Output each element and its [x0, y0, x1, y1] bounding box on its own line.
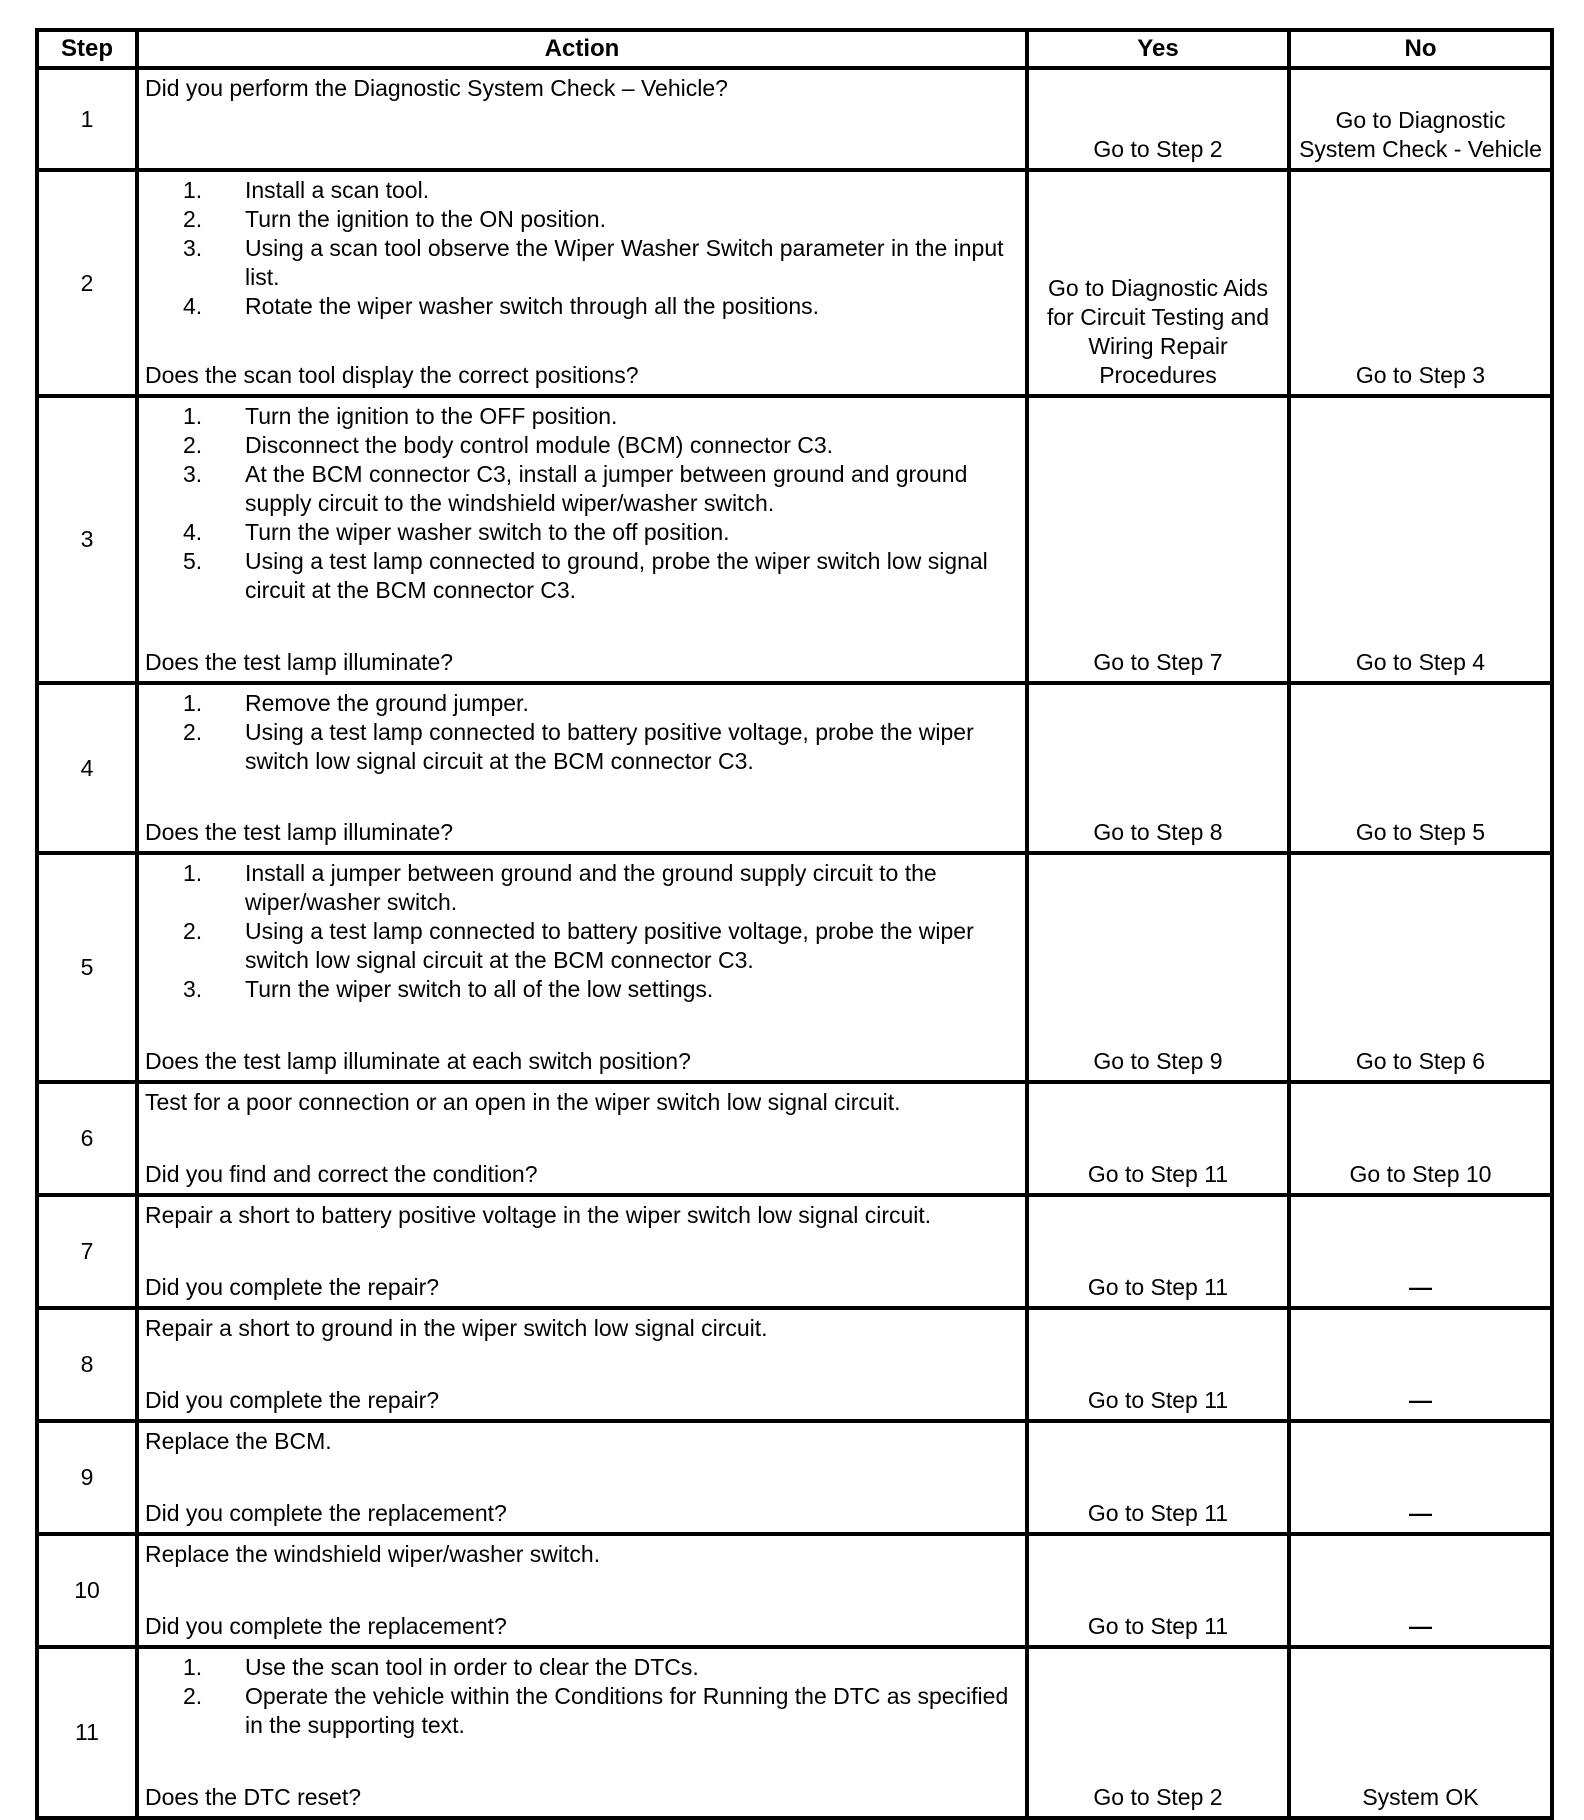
- action-question: Did you complete the repair?: [145, 1274, 440, 1300]
- action-step-item: Use the scan tool in order to clear the DTCs.: [245, 1654, 699, 1680]
- no-outcome: —: [1289, 1308, 1552, 1421]
- action-step-item: Using a test lamp connected to ground, probe the wiper switch low signal circuit at the BCM connector C3.: [245, 548, 988, 603]
- action-text: Test for a poor connection or an open in the wiper switch low signal circuit.: [145, 1089, 901, 1115]
- table-row: [37, 1082, 1552, 1195]
- action-text: Repair a short to battery positive voltage in the wiper switch low signal circuit.: [145, 1202, 932, 1228]
- table-row: [37, 396, 1552, 683]
- table-row: [37, 1534, 1552, 1647]
- step-number: 10: [37, 1534, 137, 1647]
- step-number: 1: [37, 68, 137, 170]
- yes-outcome: Go to Step 11: [1027, 1082, 1289, 1195]
- action-step-item: Install a jumper between ground and the ground supply circuit to the wiper/washer switch.: [245, 860, 937, 915]
- action-cell: [137, 170, 1027, 396]
- action-text: Replace the BCM.: [145, 1428, 332, 1454]
- table-row: [37, 1308, 1552, 1421]
- step-number: 7: [37, 1195, 137, 1308]
- no-outcome: —: [1289, 1195, 1552, 1308]
- table-row: [37, 853, 1552, 1082]
- step-number: 9: [37, 1421, 137, 1534]
- yes-outcome: Go to Step 2: [1027, 68, 1289, 170]
- no-outcome: Go to Step 4: [1289, 396, 1552, 683]
- action-steps: [145, 176, 1017, 321]
- action-step-item: Turn the wiper washer switch to the off position.: [245, 519, 730, 545]
- yes-outcome: Go to Step 11: [1027, 1195, 1289, 1308]
- action-question: Does the test lamp illuminate at each switch position?: [145, 1048, 691, 1074]
- table-row: [37, 1647, 1552, 1818]
- action-question: Does the DTC reset?: [145, 1784, 362, 1810]
- action-cell: [137, 396, 1027, 683]
- action-step-item: At the BCM connector C3, install a jumper between ground and ground supply circuit to the windshield wiper/washer switch.: [245, 461, 968, 516]
- step-number: 2: [37, 170, 137, 396]
- action-step-item: Install a scan tool.: [245, 177, 430, 203]
- diagnostic-table: [35, 28, 1554, 1820]
- step-number: 4: [37, 683, 137, 853]
- action-question: Did you complete the replacement?: [145, 1613, 507, 1639]
- table-row: [37, 683, 1552, 853]
- header-no: No: [1289, 30, 1552, 68]
- action-question: Does the test lamp illuminate?: [145, 649, 454, 675]
- action-step-item: Turn the ignition to the ON position.: [245, 206, 606, 232]
- no-outcome: Go to Step 3: [1289, 170, 1552, 396]
- action-cell: [137, 1647, 1027, 1818]
- action-step-item: Rotate the wiper washer switch through all the positions.: [245, 293, 820, 319]
- table-row: [37, 170, 1552, 396]
- action-cell: [137, 1082, 1027, 1195]
- step-number: 3: [37, 396, 137, 683]
- yes-outcome: Go to Step 11: [1027, 1421, 1289, 1534]
- action-step-item: Operate the vehicle within the Conditions for Running the DTC as specified in the supporting text.: [245, 1683, 1009, 1738]
- no-outcome: Go to Diagnostic System Check - Vehicle: [1289, 68, 1552, 170]
- action-cell: [137, 683, 1027, 853]
- yes-outcome: Go to Step 7: [1027, 396, 1289, 683]
- action-question: Did you complete the repair?: [145, 1387, 440, 1413]
- yes-outcome: Go to Step 11: [1027, 1534, 1289, 1647]
- no-outcome: Go to Step 5: [1289, 683, 1552, 853]
- yes-outcome: Go to Diagnostic Aids for Circuit Testing and Wiring Repair Procedures: [1027, 170, 1289, 396]
- action-cell: [137, 1421, 1027, 1534]
- action-cell: [137, 68, 1027, 170]
- header-step: Step: [37, 30, 137, 68]
- action-text: Did you perform the Diagnostic System Check – Vehicle?: [145, 75, 728, 101]
- action-step-item: Disconnect the body control module (BCM) connector C3.: [245, 432, 834, 458]
- yes-outcome: Go to Step 8: [1027, 683, 1289, 853]
- action-steps: [145, 1653, 1017, 1740]
- action-step-item: Turn the ignition to the OFF position.: [245, 403, 618, 429]
- step-number: 6: [37, 1082, 137, 1195]
- yes-outcome: Go to Step 2: [1027, 1647, 1289, 1818]
- action-step-item: Using a scan tool observe the Wiper Washer Switch parameter in the input list.: [245, 235, 1004, 290]
- header-yes: Yes: [1027, 30, 1289, 68]
- action-question: Did you complete the replacement?: [145, 1500, 507, 1526]
- action-cell: [137, 853, 1027, 1082]
- no-outcome: Go to Step 6: [1289, 853, 1552, 1082]
- action-step-item: Using a test lamp connected to battery positive voltage, probe the wiper switch low signal circuit at the BCM connector C3.: [245, 719, 974, 774]
- header-row: [37, 30, 1552, 68]
- action-steps: [145, 689, 1017, 776]
- action-cell: [137, 1534, 1027, 1647]
- action-step-item: Turn the wiper switch to all of the low settings.: [245, 976, 714, 1002]
- no-outcome: Go to Step 10: [1289, 1082, 1552, 1195]
- step-number: 11: [37, 1647, 137, 1818]
- no-outcome: —: [1289, 1421, 1552, 1534]
- table-row: [37, 1195, 1552, 1308]
- action-question: Does the test lamp illuminate?: [145, 819, 454, 845]
- step-number: 5: [37, 853, 137, 1082]
- action-steps: [145, 859, 1017, 1004]
- no-outcome: System OK: [1289, 1647, 1552, 1818]
- yes-outcome: Go to Step 9: [1027, 853, 1289, 1082]
- action-text: Repair a short to ground in the wiper switch low signal circuit.: [145, 1315, 768, 1341]
- action-text: Replace the windshield wiper/washer switch.: [145, 1541, 601, 1567]
- action-step-item: Using a test lamp connected to battery positive voltage, probe the wiper switch low signal circuit at the BCM connector C3.: [245, 918, 974, 973]
- yes-outcome: Go to Step 11: [1027, 1308, 1289, 1421]
- action-step-item: Remove the ground jumper.: [245, 690, 529, 716]
- no-outcome: —: [1289, 1534, 1552, 1647]
- action-steps: [145, 402, 1017, 605]
- step-number: 8: [37, 1308, 137, 1421]
- table-row: [37, 1421, 1552, 1534]
- action-question: Does the scan tool display the correct positions?: [145, 362, 639, 388]
- action-question: Did you find and correct the condition?: [145, 1161, 538, 1187]
- action-cell: [137, 1308, 1027, 1421]
- table-row: [37, 68, 1552, 170]
- header-action: Action: [137, 30, 1027, 68]
- action-cell: [137, 1195, 1027, 1308]
